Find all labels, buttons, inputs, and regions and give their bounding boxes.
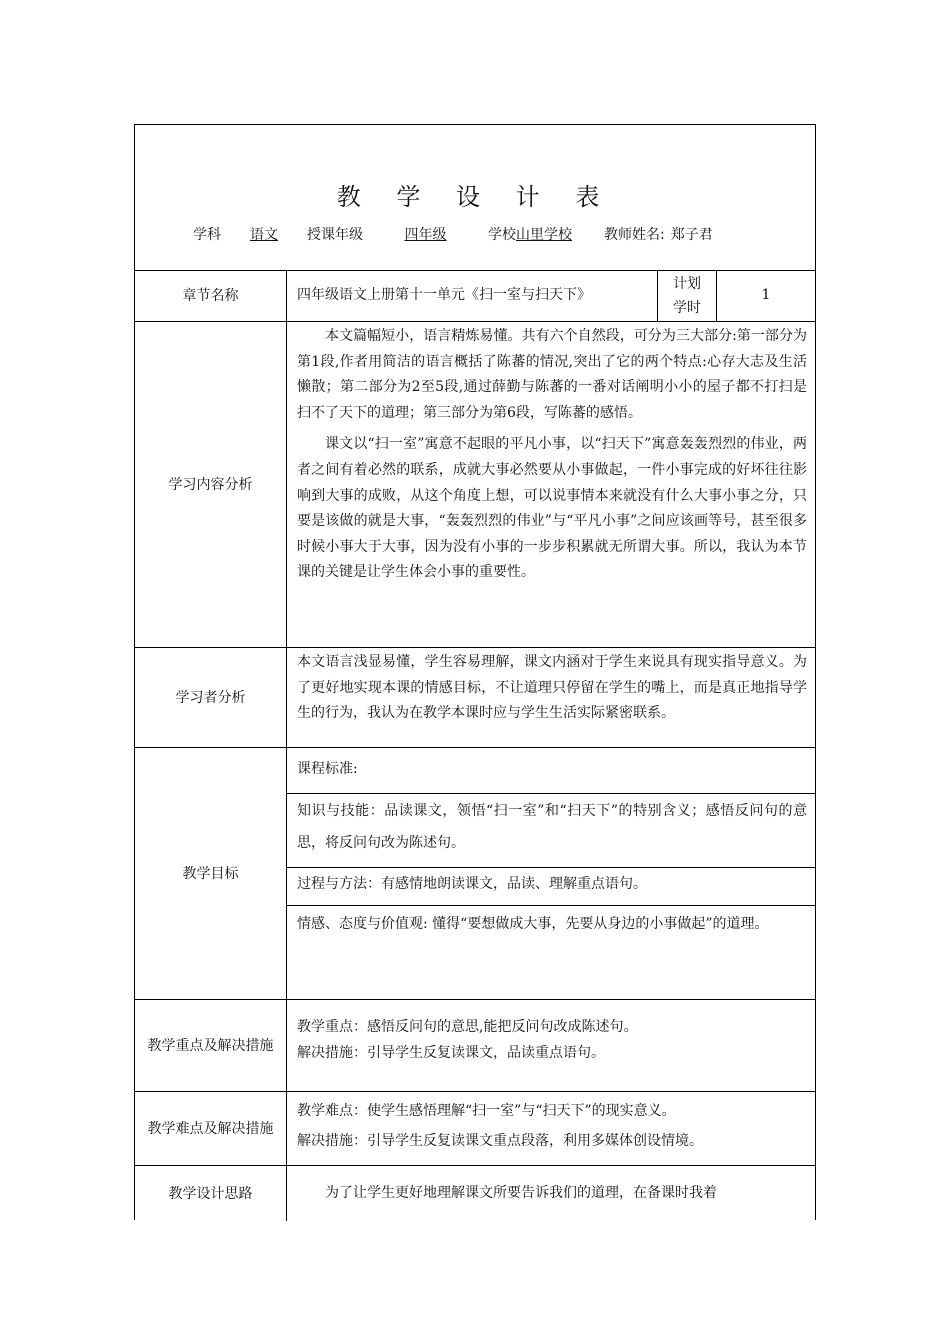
chapter-row [135,271,815,322]
planned-hours-label-2: 学时 [673,300,701,316]
knowledge-skills: 知识与技能：品读课文，领悟“扫一室”和“扫天下”的特别含义；感悟反问句的意思，将反问句改为陈述句。 [287,794,815,868]
design-row [135,1166,815,1221]
subject-value: 语文 [250,227,278,243]
difficult-points-cell [287,1092,815,1165]
difficult-points-row [135,1092,815,1166]
design-cell [287,1166,815,1221]
teacher-value: 郑子君 [670,227,713,243]
key-point-solution: 解决措施：引导学生反复读课文，品读重点语句。 [297,1044,605,1061]
content-analysis-cell [287,322,815,647]
objectives-label: 教学目标 [135,748,287,999]
key-points-label: 教学重点及解决措施 [135,1000,287,1091]
page-title: 教 学 设 计 表 [336,183,614,211]
grade-label: 授课年级 [307,227,363,243]
content-analysis-label: 学习内容分析 [135,322,287,647]
design-label: 教学设计思路 [135,1166,287,1221]
difficult-points-label: 教学难点及解决措施 [135,1092,287,1165]
grade-value: 四年级 [404,227,447,243]
chapter-value: 四年级语文上册第十一单元《扫一室与扫天下》 [297,287,591,304]
subject-label: 学科 [193,227,221,243]
planned-hours-label [657,271,717,321]
school-value: 山里学校 [516,227,572,243]
planned-hours-value: 1 [761,287,771,304]
key-points-cell [287,1000,815,1091]
key-points-row [135,1000,815,1092]
difficult-point-solution: 解决措施：引导学生反复读课文重点段落，利用多媒体创设情境。 [297,1133,703,1149]
objectives-cell [287,748,815,999]
key-point-text: 教学重点：感悟反问句的意思,能把反问句改成陈述句。 [297,1019,638,1035]
chapter-label: 章节名称 [135,271,287,321]
school-label: 学校 [488,227,516,243]
objectives-row [135,748,815,1000]
chapter-cell [287,271,815,321]
teacher-label: 教师姓名: [604,227,665,243]
learner-analysis-cell: 本文语言浅显易懂，学生容易理解，课文内涵对于学生来说具有现实指导意义。为了更好地实现本课的情感目标，不让道理只停留在学生的嘴上，而是真正地指导学生的行为，我认为在教学本课时应与学生生活实际紧密联系。 [297,654,807,722]
planned-hours-label-1: 计划 [673,276,701,292]
lesson-design-table [134,124,816,1220]
meta-line [193,224,713,244]
process-methods: 过程与方法：有感情地朗读课文，品读、理解重点语句。 [287,868,815,906]
learner-analysis-row [135,648,815,748]
course-standard: 课程标准: [287,748,815,794]
content-analysis-paragraph-1: 本文篇幅短小，语言精炼易懂。共有六个自然段，可分为三大部分:第一部分为第1段,作者用简洁的语言概括了陈蕃的情况,突出了它的两个特点:心存大志及生活懒散；第二部分为2至5段,通过薛勤与陈蕃的一番对话阐明小小的屋子都不打扫是扫不了天下的道理；第三部分为第6段，写陈蕃的感悟。 [297,328,807,421]
content-analysis-row [135,322,815,648]
emotion-values: 情感、态度与价值观: 懂得“要想做成大事，先要从身边的小事做起”的道理。 [297,916,769,932]
table-header [135,125,815,271]
design-text: 为了让学生更好地理解课文所要告诉我们的道理，在备课时我着 [325,1184,717,1201]
learner-analysis-label: 学习者分析 [135,648,287,747]
difficult-point-text: 教学难点：使学生感悟理解“扫一室”与“扫天下”的现实意义。 [297,1103,676,1119]
content-analysis-paragraph-2: 课文以“扫一室”寓意不起眼的平凡小事，以“扫天下”寓意轰轰烈烈的伟业，两者之间有着必然的联系，成就大事必然要从小事做起，一件小事完成的好坏往往影响到大事的成败，从这个角度上想，可以说事情本来就没有什么大事小事之分，只要是该做的就是大事，“轰轰烈烈的伟业”与“平凡小事”之间应该画等号，甚至很多时候小事大于大事，因为没有小事的一步步积累就无所谓大事。所以，我认为本节课的关键是让学生体会小事的重要性。 [297,436,807,581]
